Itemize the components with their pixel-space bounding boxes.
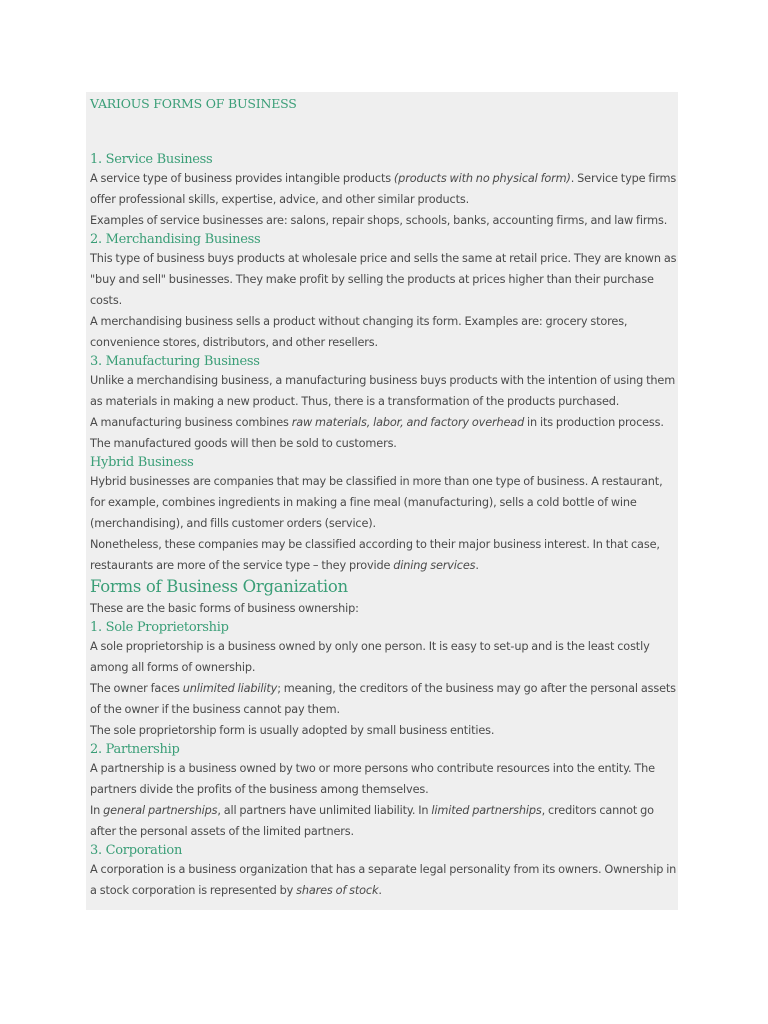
- sole-proprietorship-paragraph-3: The sole proprietorship form is usually adopted by small business entities.: [90, 724, 495, 737]
- emphasis-text: (products with no physical form): [393, 172, 571, 185]
- business-organization-intro: These are the basic forms of business ownership:: [90, 602, 359, 615]
- partnership-paragraph-1: A partnership is a business owned by two or more persons who contribute resources into the entity. The partners divide the profits of the business among themselves.: [90, 762, 655, 796]
- service-business-paragraph-2: Examples of service businesses are: salons, repair shops, schools, banks, accounting firms, and law firms.: [90, 214, 668, 227]
- partnership-heading: 2. Partnership: [90, 742, 180, 757]
- text-run: The owner faces: [90, 682, 183, 695]
- corporation-heading: 3. Corporation: [90, 843, 183, 858]
- service-business-heading: 1. Service Business: [90, 152, 213, 167]
- emphasis-text: raw materials, labor, and factory overhead: [291, 416, 525, 429]
- emphasis-text: general partnerships: [103, 804, 218, 817]
- sole-proprietorship-paragraph-1: A sole proprietorship is a business owned by only one person. It is easy to set-up and is the least costly among all forms of ownership.: [90, 640, 650, 674]
- text-run: , all partners have unlimited liability. In: [217, 804, 432, 817]
- emphasis-text: dining services: [393, 559, 476, 572]
- partnership-paragraph-2: [90, 800, 678, 842]
- text-run: in its production process. The manufactured goods will then be sold to customers.: [90, 416, 664, 450]
- sole-proprietorship-paragraph-2: [90, 678, 678, 720]
- merchandising-business-heading: 2. Merchandising Business: [90, 232, 261, 247]
- spacer: [90, 112, 678, 151]
- text-run: . Service type firms offer professional skills, expertise, advice, and other similar products.: [90, 172, 677, 206]
- text-run: A manufacturing business combines: [90, 416, 292, 429]
- corporation-paragraph-1: [90, 859, 678, 901]
- text-run: A corporation is a business organization that has a separate legal personality from its owners. Ownership in a stock corporation is represented by: [90, 863, 677, 897]
- merchandising-business-paragraph-1: This type of business buys products at wholesale price and sells the same at retail price. They are known as "buy and sell" businesses. They make profit by selling the products at prices higher than their purchase costs.: [90, 252, 677, 307]
- hybrid-business-paragraph-2: [90, 534, 678, 576]
- text-run: .: [475, 559, 479, 572]
- manufacturing-business-paragraph-1: Unlike a merchandising business, a manufacturing business buys products with the intention of using them as materials in making a new product. Thus, there is a transformation of the products purchased.: [90, 374, 676, 408]
- text-run: A service type of business provides intangible products: [90, 172, 394, 185]
- manufacturing-business-heading: 3. Manufacturing Business: [90, 354, 260, 369]
- document-title: VARIOUS FORMS OF BUSINESS: [90, 96, 297, 111]
- text-run: , creditors cannot go after the personal assets of the limited partners.: [90, 804, 654, 838]
- emphasis-text: unlimited liability: [182, 682, 278, 695]
- hybrid-business-heading: Hybrid Business: [90, 455, 194, 470]
- manufacturing-business-paragraph-2: [90, 412, 678, 454]
- hybrid-business-paragraph-1: Hybrid businesses are companies that may be classified in more than one type of business. A restaurant, for example, combines ingredients in making a fine meal (manufacturing), sells a cold bottle of wine (merchandising), and fills customer orders (service).: [90, 475, 663, 530]
- emphasis-text: shares of stock: [296, 884, 379, 897]
- sole-proprietorship-heading: 1. Sole Proprietorship: [90, 620, 229, 635]
- business-organization-heading: Forms of Business Organization: [90, 577, 348, 596]
- text-run: .: [378, 884, 382, 897]
- service-business-paragraph-1: [90, 168, 678, 210]
- emphasis-text: limited partnerships: [431, 804, 542, 817]
- text-run: In: [90, 804, 104, 817]
- text-run: Nonetheless, these companies may be classified according to their major business interest. In that case, restaurants are more of the service type – they provide: [90, 538, 660, 572]
- document-content: [86, 92, 678, 910]
- text-run: ; meaning, the creditors of the business may go after the personal assets of the owner if the business cannot pay them.: [90, 682, 676, 716]
- merchandising-business-paragraph-2: A merchandising business sells a product without changing its form. Examples are: grocery stores, convenience stores, distributors, and other resellers.: [90, 315, 628, 349]
